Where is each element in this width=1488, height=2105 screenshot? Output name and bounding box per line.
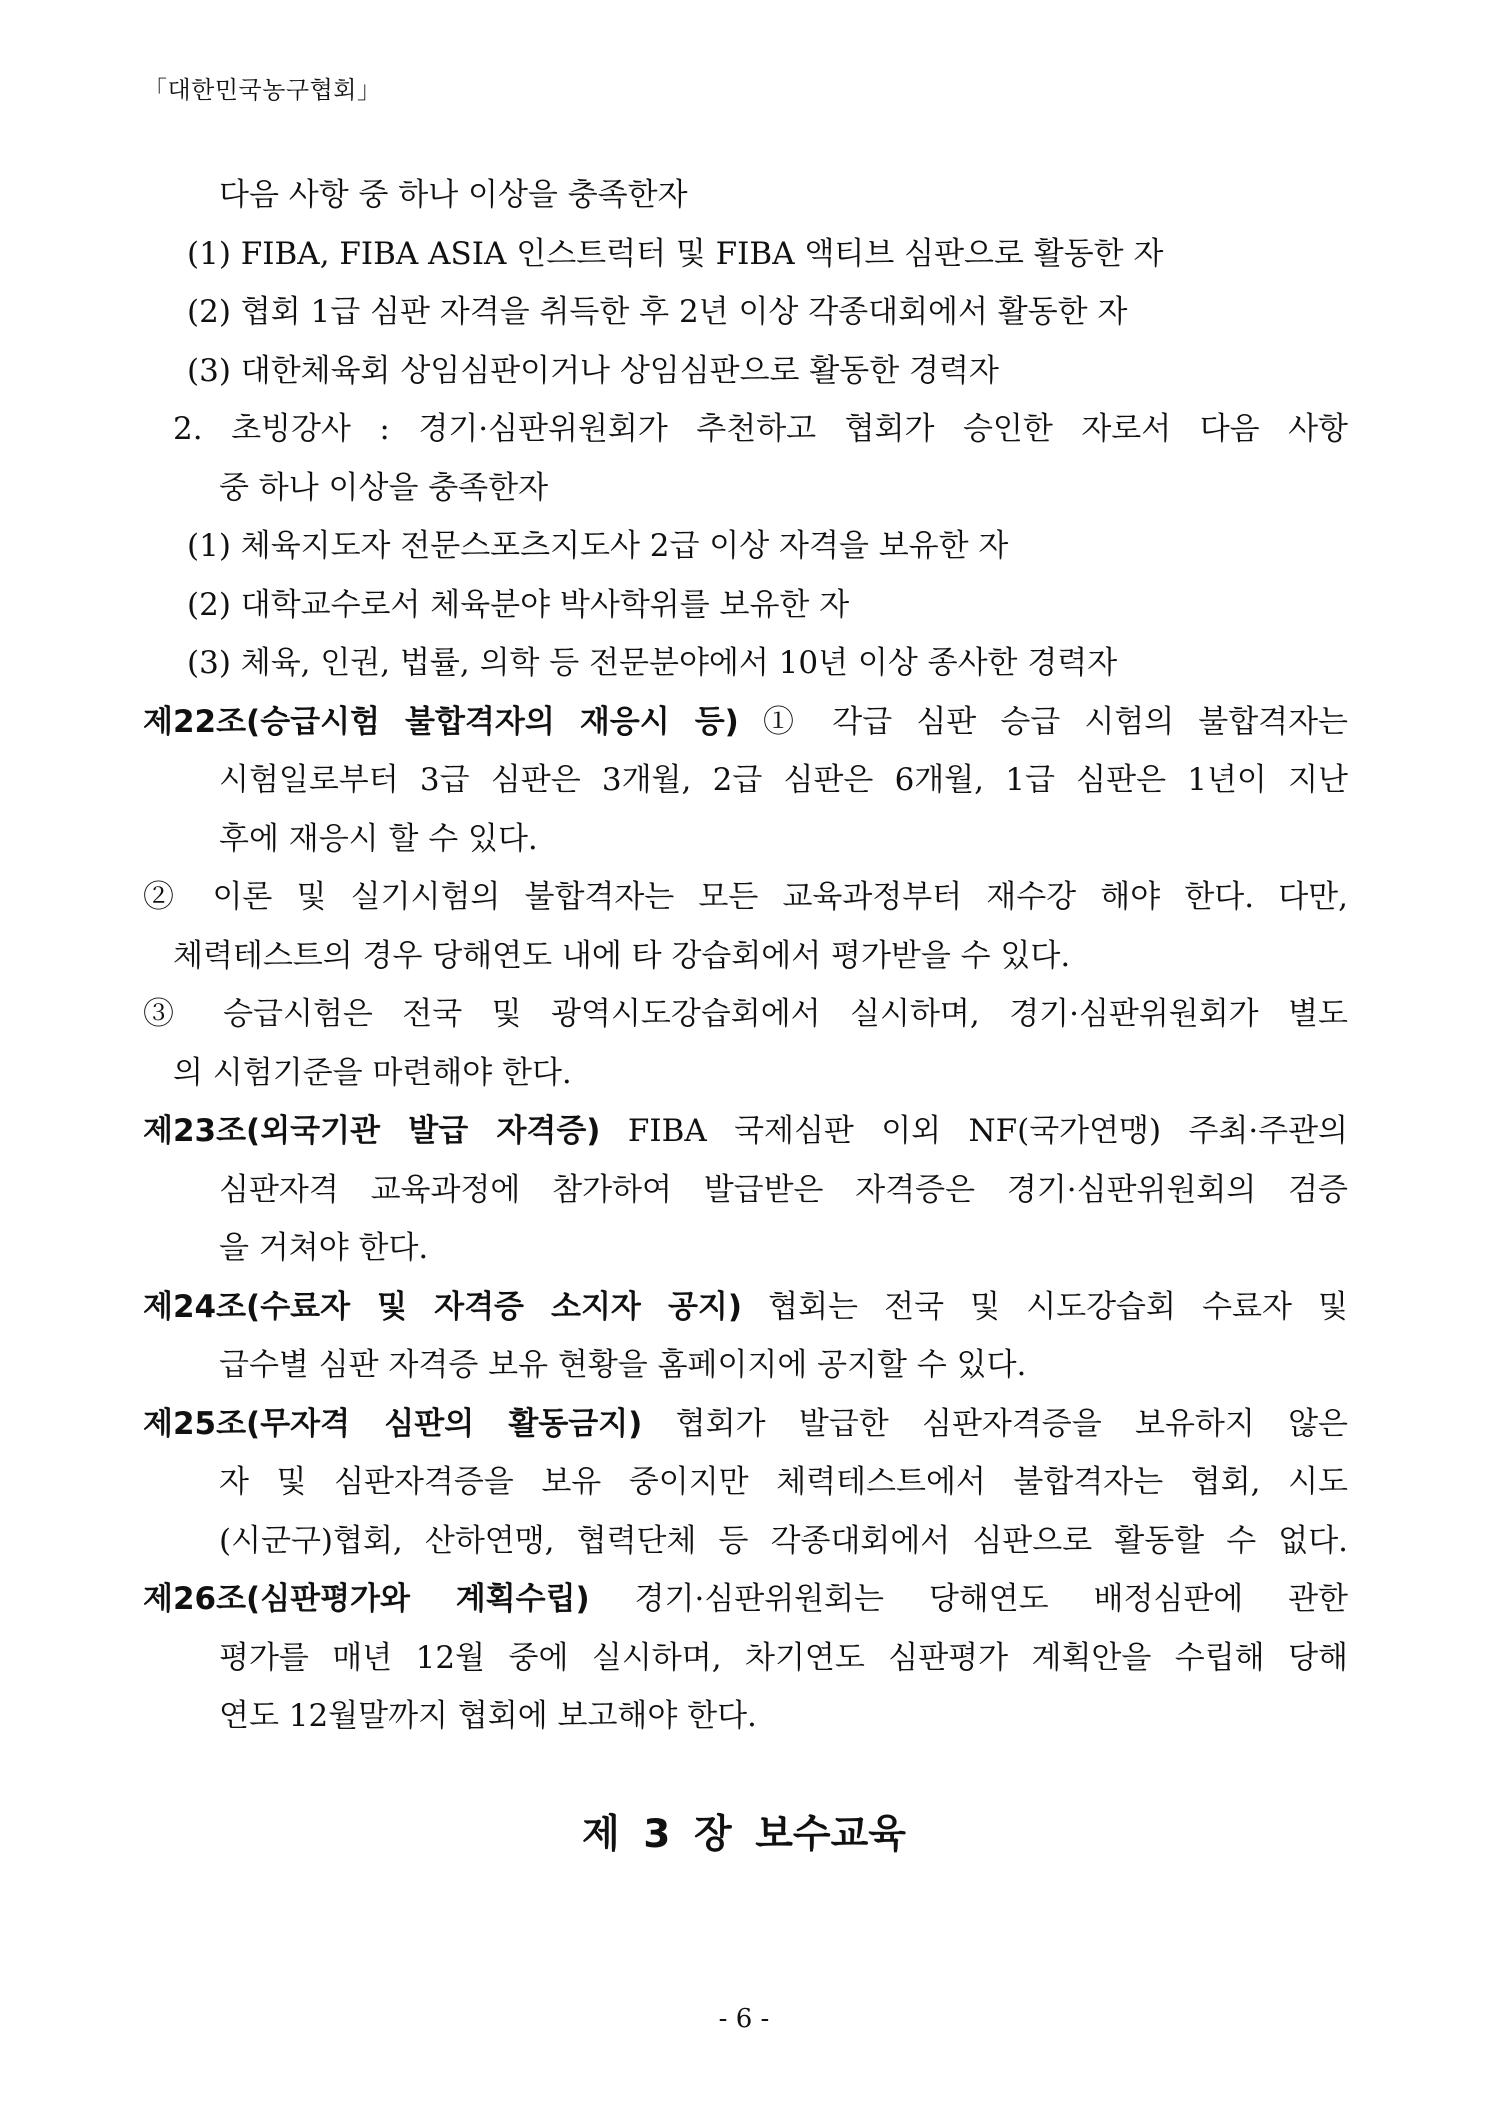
- line-text: ② 이론 및 실기시험의 불합격자는 모든 교육과정부터 재수강 해야 한다. 다만,: [143, 879, 1348, 915]
- page-number: - 6 -: [718, 2004, 770, 2034]
- line-text: ① 각급 심판 승급 시험의 불합격자는: [738, 703, 1348, 740]
- line-text: 체력테스트의 경우 당해연도 내에 타 강습회에서 평가받을 수 있다.: [173, 937, 1071, 974]
- line-text: 을 거쳐야 한다.: [219, 1230, 429, 1266]
- article-title: 제23조(외국기관 발급 자격증): [143, 1113, 601, 1149]
- line-text: 연도 12월말까지 협회에 보고해야 한다.: [219, 1698, 757, 1734]
- line-text: 중 하나 이상을 충족한자: [219, 469, 549, 506]
- article-line: [143, 1570, 1348, 1629]
- text-line: [143, 985, 1348, 1044]
- line-text: 의 시험기준을 마련해야 한다.: [173, 1054, 572, 1091]
- text-line: [143, 927, 1348, 986]
- line-text: 급수별 심판 자격증 보유 현황을 홈페이지에 공지할 수 있다.: [219, 1347, 1027, 1383]
- text-line: [143, 576, 1348, 635]
- text-line: [143, 634, 1348, 693]
- document-header: 「대한민국농구협회」: [143, 76, 382, 104]
- text-line: [143, 1336, 1348, 1395]
- line-text: ③ 승급시험은 전국 및 광역시도강습회에서 실시하며, 경기·심판위원회가 별도: [143, 996, 1348, 1032]
- article-title: 제24조(수료자 및 자격증 소지자 공지): [143, 1288, 743, 1325]
- line-text: 평가를 매년 12월 중에 실시하며, 차기연도 심판평가 계획안을 수립해 당해: [219, 1639, 1348, 1676]
- article-line: [143, 1395, 1348, 1454]
- text-line: [143, 517, 1348, 576]
- article-line: [143, 693, 1348, 752]
- line-text: (시군구)협회, 산하연맹, 협력단체 등 각종대회에서 심판으로 활동할 수 없다.: [219, 1522, 1348, 1559]
- line-text: 2. 초빙강사 : 경기·심판위원회가 추천하고 협회가 승인한 자로서 다음 사항: [173, 411, 1348, 447]
- line-text: FIBA 국제심판 이외 NF(국가연맹) 주최·주관의: [600, 1113, 1348, 1149]
- text-line: [143, 459, 1348, 518]
- line-text: 협회가 발급한 심판자격증을 보유하지 않은: [642, 1405, 1348, 1442]
- line-text: (2) 대학교수로서 체육분야 박사학위를 보유한 자: [187, 586, 850, 623]
- text-line: [143, 1629, 1348, 1688]
- article-line: [143, 1278, 1348, 1337]
- text-line: [143, 166, 1348, 225]
- line-text: (1) FIBA, FIBA ASIA 인스트럭터 및 FIBA 액티브 심판으로 활동한 자: [187, 235, 1164, 272]
- line-text: (3) 대한체육회 상임심판이거나 상임심판으로 활동한 경력자: [187, 352, 999, 389]
- text-line: [143, 400, 1348, 459]
- line-text: 심판자격 교육과정에 참가하여 발급받은 자격증은 경기·심판위원회의 검증: [219, 1171, 1348, 1208]
- text-line: [143, 868, 1348, 927]
- line-text: 경기·심판위원회는 당해연도 배정심판에 관한: [589, 1581, 1348, 1617]
- line-text: (2) 협회 1급 심판 자격을 취득한 후 2년 이상 각종대회에서 활동한 자: [187, 294, 1128, 330]
- text-line: [143, 1512, 1348, 1571]
- text-line: [143, 1044, 1348, 1103]
- line-text: 시험일로부터 3급 심판은 3개월, 2급 심판은 6개월, 1급 심판은 1년이 지난: [219, 762, 1348, 798]
- line-text: 후에 재응시 할 수 있다.: [219, 820, 538, 857]
- chapter-heading: 제 3 장 보수교육: [582, 1812, 906, 1857]
- article-line: [143, 1102, 1348, 1161]
- document-body: [143, 166, 1348, 1746]
- text-line: [143, 283, 1348, 342]
- text-line: [143, 1453, 1348, 1512]
- text-line: [143, 1219, 1348, 1278]
- text-line: [143, 810, 1348, 869]
- text-line: [143, 751, 1348, 810]
- line-text: 협회는 전국 및 시도강습회 수료자 및: [742, 1288, 1348, 1325]
- article-title: 제22조(승급시험 불합격자의 재응시 등): [143, 703, 739, 740]
- line-text: 다음 사항 중 하나 이상을 충족한자: [219, 177, 688, 213]
- text-line: [143, 1161, 1348, 1220]
- article-title: 제26조(심판평가와 계획수립): [143, 1581, 590, 1617]
- text-line: [143, 1687, 1348, 1746]
- text-line: [143, 342, 1348, 401]
- line-text: (1) 체육지도자 전문스포츠지도사 2급 이상 자격을 보유한 자: [187, 528, 1009, 564]
- text-line: [143, 225, 1348, 284]
- line-text: 자 및 심판자격증을 보유 중이지만 체력테스트에서 불합격자는 협회, 시도: [219, 1464, 1348, 1500]
- line-text: (3) 체육, 인권, 법률, 의학 등 전문분야에서 10년 이상 종사한 경력자: [187, 645, 1118, 681]
- article-title: 제25조(무자격 심판의 활동금지): [143, 1405, 643, 1442]
